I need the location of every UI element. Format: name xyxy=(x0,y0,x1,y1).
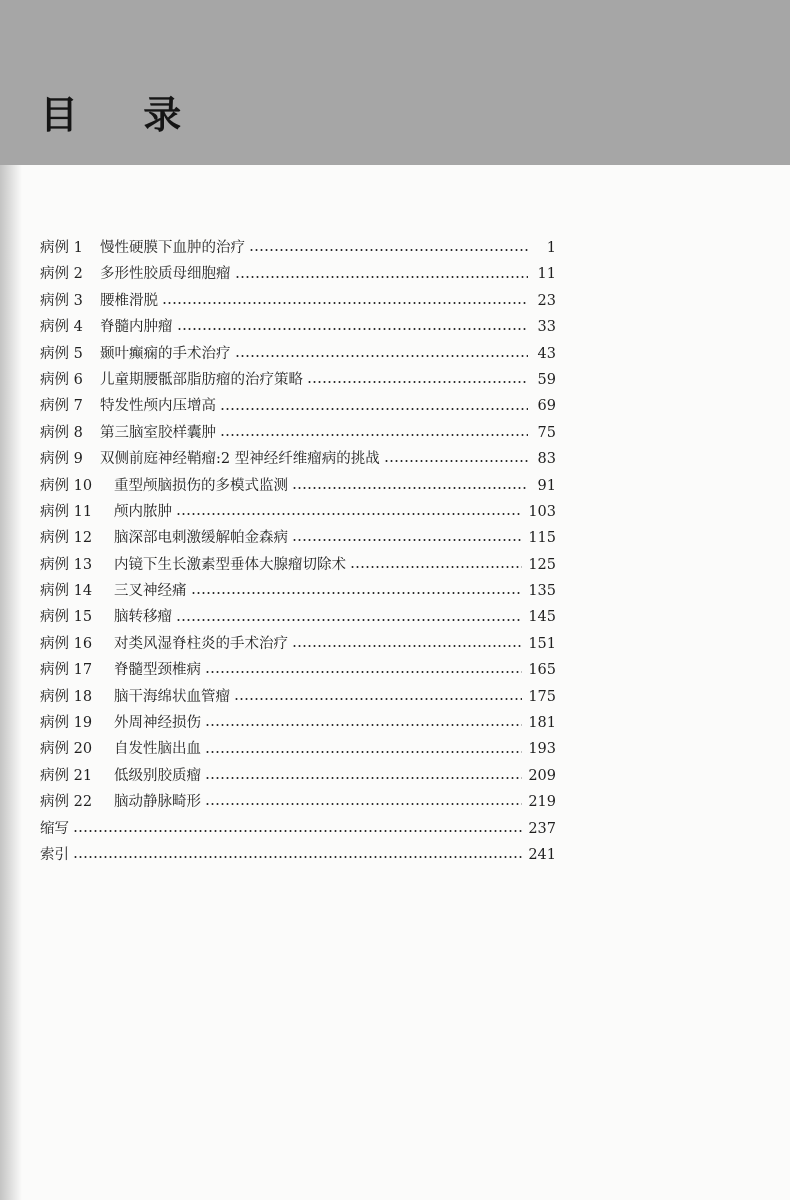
toc-entry[interactable] xyxy=(40,420,556,446)
toc-entry[interactable] xyxy=(40,736,556,762)
dot-leader xyxy=(205,751,522,753)
page-number: 69 xyxy=(537,398,556,415)
toc-entry[interactable] xyxy=(40,657,556,683)
page-number: 151 xyxy=(528,635,556,652)
entry-title: 脊髓内肿瘤 xyxy=(100,319,173,336)
header-band xyxy=(0,0,790,165)
case-number: 病例 14 xyxy=(40,583,93,600)
dot-leader xyxy=(191,592,523,594)
toc-entry[interactable] xyxy=(40,235,556,261)
entry-title: 脑干海绵状血管瘤 xyxy=(114,688,230,705)
case-number: 病例 6 xyxy=(40,371,83,388)
page-number: 237 xyxy=(528,820,556,837)
case-number: 病例 12 xyxy=(40,530,93,547)
case-number: 病例 11 xyxy=(40,503,93,520)
case-number: 病例 3 xyxy=(40,292,83,309)
page-number: 181 xyxy=(528,715,556,732)
entry-title: 特发性颅内压增高 xyxy=(100,398,216,415)
page-number: 23 xyxy=(537,292,556,309)
entry-title: 脑深部电刺激缓解帕金森病 xyxy=(114,530,288,547)
entry-title: 颞叶癫痫的手术治疗 xyxy=(100,345,231,362)
toc-entry[interactable] xyxy=(40,261,556,287)
case-number: 病例 22 xyxy=(40,794,93,811)
entry-title: 脑动静脉畸形 xyxy=(114,794,201,811)
dot-leader xyxy=(350,566,522,568)
dot-leader xyxy=(220,434,528,436)
page-number: 193 xyxy=(528,741,556,758)
page-number: 165 xyxy=(528,662,556,679)
case-number: 病例 15 xyxy=(40,609,93,626)
page-number: 175 xyxy=(528,688,556,705)
page-number: 125 xyxy=(528,556,556,573)
toc-entry[interactable] xyxy=(40,473,556,499)
dot-leader xyxy=(235,355,529,357)
case-number: 病例 2 xyxy=(40,266,83,283)
dot-leader xyxy=(384,460,528,462)
case-number: 病例 13 xyxy=(40,556,93,573)
entry-title: 低级别胶质瘤 xyxy=(114,767,201,784)
entry-title: 双侧前庭神经鞘瘤:2 型神经纤维瘤病的挑战 xyxy=(100,451,380,468)
toc-entry[interactable] xyxy=(40,789,556,815)
entry-title: 慢性硬膜下血肿的治疗 xyxy=(100,240,245,256)
toc-entry[interactable] xyxy=(40,446,556,472)
toc-entry[interactable] xyxy=(40,314,556,340)
case-number: 病例 9 xyxy=(40,451,83,468)
entry-title: 腰椎滑脱 xyxy=(100,292,158,309)
dot-leader xyxy=(176,619,522,621)
dot-leader xyxy=(307,381,528,383)
toc-entry[interactable] xyxy=(40,710,556,736)
dot-leader xyxy=(292,645,522,647)
case-number: 病例 1 xyxy=(40,240,83,256)
page-number: 59 xyxy=(537,371,556,388)
dot-leader xyxy=(176,513,522,515)
case-number: 病例 16 xyxy=(40,635,93,652)
page-number: 91 xyxy=(537,477,556,494)
dot-leader xyxy=(234,698,522,700)
case-number: 病例 7 xyxy=(40,398,83,415)
dot-leader xyxy=(205,671,522,673)
case-number: 病例 8 xyxy=(40,424,83,441)
case-number: 病例 10 xyxy=(40,477,93,494)
toc-entry[interactable] xyxy=(40,525,556,551)
entry-title: 三叉神经痛 xyxy=(114,583,187,600)
page-number: 75 xyxy=(537,424,556,441)
page-number: 11 xyxy=(537,266,556,283)
toc-entry[interactable] xyxy=(40,684,556,710)
dot-leader xyxy=(220,408,528,410)
toc-entry[interactable] xyxy=(40,367,556,393)
page-number: 33 xyxy=(537,319,556,336)
case-number: 病例 17 xyxy=(40,662,93,679)
toc-entry[interactable] xyxy=(40,763,556,789)
page-number: 219 xyxy=(528,794,556,811)
toc-entry-abbreviations[interactable] xyxy=(40,816,556,842)
page-number: 209 xyxy=(528,767,556,784)
toc-entry[interactable] xyxy=(40,341,556,367)
entry-title: 儿童期腰骶部脂肪瘤的治疗策略 xyxy=(100,371,303,388)
dot-leader xyxy=(205,777,522,779)
dot-leader xyxy=(162,302,528,304)
dot-leader xyxy=(249,249,528,251)
dot-leader xyxy=(205,724,522,726)
page-number: 145 xyxy=(528,609,556,626)
case-number: 病例 18 xyxy=(40,688,93,705)
toc-entry[interactable] xyxy=(40,288,556,314)
dot-leader xyxy=(292,539,522,541)
case-number: 病例 19 xyxy=(40,715,93,732)
dot-leader xyxy=(205,803,522,805)
toc-entry[interactable] xyxy=(40,578,556,604)
page-title: 目 录 xyxy=(40,93,208,137)
entry-title: 第三脑室胶样囊肿 xyxy=(100,424,216,441)
toc-entry[interactable] xyxy=(40,393,556,419)
entry-title: 外周神经损伤 xyxy=(114,715,201,732)
entry-title: 脑转移瘤 xyxy=(114,609,172,626)
dot-leader xyxy=(235,276,529,278)
entry-title: 索引 xyxy=(40,846,69,863)
dot-leader xyxy=(177,328,529,330)
entry-title: 对类风湿脊柱炎的手术治疗 xyxy=(114,635,288,652)
page-number: 103 xyxy=(528,503,556,520)
page-number: 241 xyxy=(528,846,556,863)
entry-title: 缩写 xyxy=(40,820,69,837)
toc-entry-index[interactable] xyxy=(40,842,556,868)
entry-title: 多形性胶质母细胞瘤 xyxy=(100,266,231,283)
toc-entry[interactable] xyxy=(40,499,556,525)
toc-entry[interactable] xyxy=(40,552,556,578)
entry-title: 自发性脑出血 xyxy=(114,741,201,758)
table-of-contents xyxy=(40,235,556,868)
page-number: 115 xyxy=(528,530,556,547)
entry-title: 脊髓型颈椎病 xyxy=(114,662,201,679)
page-number: 83 xyxy=(537,451,556,468)
entry-title: 内镜下生长激素型垂体大腺瘤切除术 xyxy=(114,556,346,573)
dot-leader xyxy=(73,856,522,858)
page-binding-shadow xyxy=(0,0,22,1200)
case-number: 病例 4 xyxy=(40,319,83,336)
entry-title: 颅内脓肿 xyxy=(114,503,172,520)
case-number: 病例 21 xyxy=(40,767,93,784)
toc-entry[interactable] xyxy=(40,604,556,630)
toc-entry[interactable] xyxy=(40,631,556,657)
dot-leader xyxy=(292,487,528,489)
dot-leader xyxy=(73,830,522,832)
page-number: 135 xyxy=(528,583,556,600)
page-number: 1 xyxy=(546,240,556,256)
page-number: 43 xyxy=(537,345,556,362)
case-number: 病例 20 xyxy=(40,741,93,758)
entry-title: 重型颅脑损伤的多模式监测 xyxy=(114,477,288,494)
case-number: 病例 5 xyxy=(40,345,83,362)
